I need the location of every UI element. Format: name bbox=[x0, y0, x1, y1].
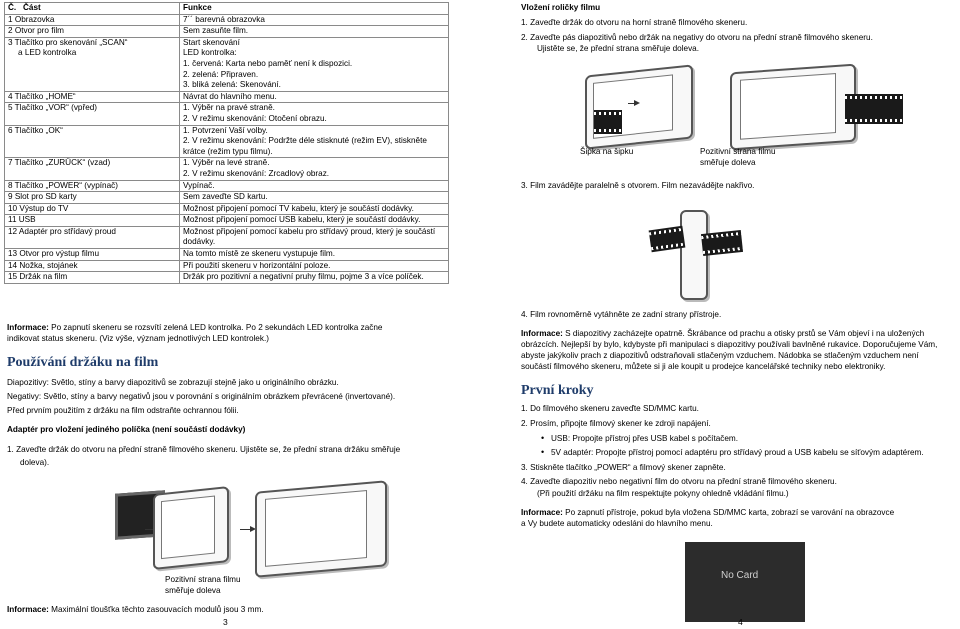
function-text: 2. zelená: Připraven. bbox=[183, 69, 259, 79]
first-step-3: 3. Stiskněte tlačítko „POWER“ a filmový skener zapněte. bbox=[521, 463, 726, 472]
part-text: 4 Tlačítko „HOME“ bbox=[8, 91, 76, 101]
function-text: 7´´ barevná obrazovka bbox=[183, 14, 265, 24]
function-text: LED kontrolka: bbox=[183, 48, 237, 58]
info-label: Informace: bbox=[521, 329, 563, 338]
step-1: 1. Zaveďte držák do otvoru na přední straně filmového skeneru. Ujistěte se, že přední strana držáku směřuje bbox=[7, 445, 401, 454]
info-text: Po zapnutí přístroje, pokud byla vložena SD/MMC karta, zobrazí se varování na obrazovce bbox=[562, 508, 895, 517]
part-text: 2 Otvor pro film bbox=[8, 26, 64, 36]
heading-film-roll: Vložení roličky filmu bbox=[521, 3, 601, 12]
para-negatives: Negativy: Světlo, stíny a barvy negativů jsou v porovnání s originálním obrázkem převrácené (invertované). bbox=[7, 392, 396, 401]
function-cell bbox=[180, 37, 449, 91]
bullet-icon: • bbox=[541, 433, 545, 443]
function-text: Sem zaveďte SD kartu. bbox=[183, 192, 268, 202]
part-text: 13 Otvor pro výstup filmu bbox=[8, 249, 100, 259]
step-1-cont: doleva). bbox=[20, 458, 50, 467]
info-handling bbox=[521, 328, 959, 372]
info-text-4: součástí filmového skeneru, můžete si ji ale koupit u prodejce kancelářské techniky nebo elektroniky. bbox=[521, 362, 886, 371]
film-strip-image bbox=[701, 230, 743, 256]
part-cell bbox=[5, 272, 180, 284]
function-text: 2. V režimu skenování: Zrcadlový obraz. bbox=[183, 168, 330, 178]
caption-positive-side: Pozitivní strana filmu bbox=[165, 575, 241, 584]
table-row bbox=[5, 125, 449, 158]
scanner-device-image bbox=[255, 480, 387, 578]
part-text: 5 Tlačítko „VOR“ (vpřed) bbox=[8, 103, 98, 113]
film-strip-image bbox=[649, 226, 686, 253]
part-cell bbox=[5, 26, 180, 38]
caption-facing-left: směřuje doleva bbox=[165, 586, 221, 595]
function-text: 1. červená: Karta nebo paměť není k dispozici. bbox=[183, 58, 353, 68]
info-sd-card bbox=[521, 507, 959, 529]
bullet-adapter bbox=[541, 447, 924, 458]
part-cell bbox=[5, 180, 180, 192]
part-text: 9 Slot pro SD karty bbox=[8, 192, 77, 202]
roll-illustration bbox=[560, 58, 920, 148]
first-step-4: 4. Zaveďte diapozitiv nebo negativní film do otvoru na přední straně filmového skeneru. bbox=[521, 477, 837, 486]
info-text: Maximální tloušťka těchto zasouvacích modulů jsou 3 mm. bbox=[48, 605, 264, 614]
table-row bbox=[5, 226, 449, 248]
part-text: 1 Obrazovka bbox=[8, 14, 55, 24]
part-text: 12 Adaptér pro střídavý proud bbox=[8, 226, 116, 236]
part-cell bbox=[5, 249, 180, 261]
table-row bbox=[5, 37, 449, 91]
function-text: Vypínač. bbox=[183, 180, 215, 190]
function-cell bbox=[180, 91, 449, 103]
first-step-1: 1. Do filmového skeneru zaveďte SD/MMC kartu. bbox=[521, 404, 699, 413]
arrow-icon bbox=[628, 103, 636, 104]
bullet-icon: • bbox=[541, 447, 545, 457]
function-text: 1. Potvrzení Vaší volby. bbox=[183, 125, 268, 135]
section-heading-holder: Používání držáku na film bbox=[7, 355, 159, 370]
part-cell bbox=[5, 192, 180, 204]
part-cell bbox=[5, 215, 180, 227]
function-text: 3. bliká zelená: Skenování. bbox=[183, 80, 281, 90]
function-text: Možnost připojení pomocí kabelu pro střídavý proud, který je součástí bbox=[183, 226, 436, 236]
info-label: Informace: bbox=[7, 605, 49, 614]
function-text: dodávky. bbox=[183, 237, 216, 247]
function-cell bbox=[180, 180, 449, 192]
page-number: 3 bbox=[223, 617, 228, 627]
info-text-3: abyste jakýkoliv prach z diapozitivů odstraňovali stlačeným vzduchem. Nádobka se stlačeným vzduchem není bbox=[521, 351, 919, 360]
part-text: 11 USB bbox=[8, 215, 36, 225]
function-text: Při použití skeneru v horizontální poloze. bbox=[183, 260, 331, 270]
function-text: Držák pro pozitivní a negativní pruhy filmu, pojme 3 a více políček. bbox=[183, 272, 424, 282]
part-cell bbox=[5, 226, 180, 248]
function-text: Návrat do hlavního menu. bbox=[183, 91, 277, 101]
table-row bbox=[5, 91, 449, 103]
table-row bbox=[5, 203, 449, 215]
function-cell bbox=[180, 14, 449, 26]
heading-first-steps: První kroky bbox=[521, 383, 594, 398]
header-part-label: Část bbox=[23, 3, 41, 12]
function-cell bbox=[180, 103, 449, 125]
table-row bbox=[5, 180, 449, 192]
film-exit-illustration bbox=[640, 200, 780, 300]
film-holder-image bbox=[594, 110, 622, 134]
bullet-adapter-text: 5V adaptér: Propojte přístroj pomocí adaptéru pro střídavý proud a USB kabelu se síťovým adaptérem. bbox=[550, 448, 924, 457]
function-text: Na tomto místě ze skeneru vystupuje film. bbox=[183, 249, 335, 259]
header-part bbox=[5, 3, 180, 15]
info-text: S diapozitivy zacházejte opatrně. Škrábance od prachu a otisky prstů se Vám objeví i na uložených bbox=[562, 329, 925, 338]
holder-illustration bbox=[105, 482, 405, 582]
table-row bbox=[5, 26, 449, 38]
function-cell bbox=[180, 158, 449, 180]
info-label: Informace: bbox=[521, 508, 563, 517]
function-cell bbox=[180, 215, 449, 227]
function-text: Možnost připojení pomocí USB kabelu, který je součástí dodávky. bbox=[183, 215, 421, 225]
function-cell bbox=[180, 260, 449, 272]
bullet-usb-text: USB: Propojte přístroj přes USB kabel s počítačem. bbox=[550, 434, 739, 443]
film-strip-image bbox=[845, 94, 903, 124]
no-card-message: No Card bbox=[721, 570, 759, 581]
info-text-2: indikovat status skeneru. (Viz výše, význam jednotlivých LED kontrolek.) bbox=[7, 334, 269, 343]
info-text-2: obrázcích. Nejlepší by bylo, kdybyste při manipulaci s diapozitivy používali bavlněné rukavice. Doporučujeme Vám, bbox=[521, 340, 938, 349]
function-text: Možnost připojení pomocí TV kabelu, který je součástí dodávky. bbox=[183, 203, 414, 213]
table-row bbox=[5, 272, 449, 284]
para-diapositives: Diapozitivy: Světlo, stíny a barvy diapozitivů se zobrazují stejně jako u originálního obrázku. bbox=[7, 378, 339, 387]
first-step-4-cont: (Při použití držáku na film respektujte pokyny ohledně vkládání filmu.) bbox=[537, 489, 789, 498]
caption-arrow-to-arrow: Šipka na šipku bbox=[580, 147, 634, 156]
info-text: Po zapnutí skeneru se rozsvítí zelená LED kontrolka. Po 2 sekundách LED kontrolka začne bbox=[48, 323, 383, 332]
function-cell bbox=[180, 192, 449, 204]
part-cell bbox=[5, 37, 180, 91]
table-row bbox=[5, 249, 449, 261]
scanner-device-image bbox=[585, 64, 693, 149]
parts-table bbox=[4, 2, 449, 284]
info-text-2: a Vy budete automaticky odesláni do hlavního menu. bbox=[521, 519, 713, 528]
scanner-device-image bbox=[730, 64, 856, 151]
first-step-2: 2. Prosím, připojte filmový skener ke zdroji napájení. bbox=[521, 419, 711, 428]
part-text: 15 Držák na film bbox=[8, 272, 68, 282]
function-cell bbox=[180, 272, 449, 284]
part-cell bbox=[5, 158, 180, 180]
part-cell bbox=[5, 103, 180, 125]
function-text: Start skenování bbox=[183, 37, 240, 47]
part-text: 7 Tlačítko „ZURÜCK“ (vzad) bbox=[8, 158, 111, 168]
function-cell bbox=[180, 203, 449, 215]
part-cell bbox=[5, 91, 180, 103]
caption-positive-side: Pozitivní strana filmu bbox=[700, 147, 776, 156]
part-text: 6 Tlačítko „OK“ bbox=[8, 125, 63, 135]
table-header-row bbox=[5, 3, 449, 15]
function-cell bbox=[180, 26, 449, 38]
info-label: Informace: bbox=[7, 323, 49, 332]
function-text: 2. V režimu skenování: Podržte déle stisknuté (režim EV), stiskněte bbox=[183, 136, 427, 146]
table-row bbox=[5, 158, 449, 180]
table-row bbox=[5, 14, 449, 26]
part-cell bbox=[5, 125, 180, 158]
bullet-usb bbox=[541, 433, 738, 444]
function-cell bbox=[180, 249, 449, 261]
info-max-thickness bbox=[7, 604, 264, 615]
roll-step-4: 4. Film rovnoměrně vytáhněte ze zadní strany přístroje. bbox=[521, 310, 722, 319]
roll-step-2: 2. Zaveďte pás diapozitivů nebo držák na negativy do otvoru na přední straně filmového skeneru. bbox=[521, 33, 873, 42]
table-row bbox=[5, 192, 449, 204]
header-function: Funkce bbox=[180, 3, 449, 15]
part-text: 3 Tlačítko pro skenování „SCAN“ bbox=[8, 37, 128, 47]
part-text: 14 Nožka, stojánek bbox=[8, 260, 78, 270]
part-cell bbox=[5, 14, 180, 26]
scanner-device-image bbox=[153, 486, 229, 570]
table-row bbox=[5, 215, 449, 227]
roll-step-3: 3. Film zavádějte paralelně s otvorem. Film nezavádějte nakřivo. bbox=[521, 181, 755, 190]
adapter-heading: Adaptér pro vložení jediného políčka (není součástí dodávky) bbox=[7, 425, 246, 434]
info-led bbox=[7, 322, 447, 344]
caption-facing-left: směřuje doleva bbox=[700, 158, 756, 167]
part-cell bbox=[5, 260, 180, 272]
function-text: 2. V režimu skenování: Otočení obrazu. bbox=[183, 113, 327, 123]
page-number: 4 bbox=[738, 617, 743, 627]
para-protective-foil: Před prvním použitím z držáku na film odstraňte ochrannou fólii. bbox=[7, 406, 239, 415]
table-row bbox=[5, 103, 449, 125]
table-row bbox=[5, 260, 449, 272]
function-cell bbox=[180, 226, 449, 248]
function-cell bbox=[180, 125, 449, 158]
function-text: krátce (režim typu filmu). bbox=[183, 146, 273, 156]
arrow-icon bbox=[240, 529, 252, 530]
roll-step-2-cont: Ujistěte se, že přední strana směřuje doleva. bbox=[537, 44, 700, 53]
no-card-screen bbox=[685, 542, 805, 622]
part-text: 10 Výstup do TV bbox=[8, 203, 69, 213]
part-text: a LED kontrolka bbox=[18, 48, 77, 58]
part-text: 8 Tlačítko „POWER“ (vypínač) bbox=[8, 180, 118, 190]
roll-step-1: 1. Zaveďte držák do otvoru na horní straně filmového skeneru. bbox=[521, 18, 748, 27]
function-text: 1. Výběr na pravé straně. bbox=[183, 103, 275, 113]
header-number: Č. bbox=[8, 3, 17, 12]
function-text: Sem zasuňte film. bbox=[183, 26, 249, 36]
part-cell bbox=[5, 203, 180, 215]
function-text: 1. Výběr na levé straně. bbox=[183, 158, 270, 168]
